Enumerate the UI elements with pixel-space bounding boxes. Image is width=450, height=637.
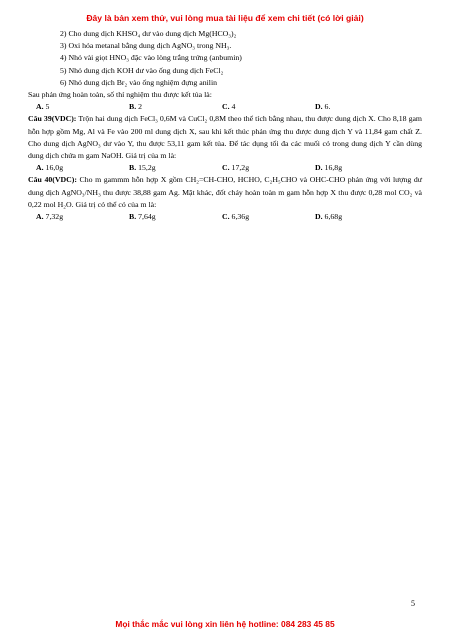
question-40-text: Cho m gammm hỗn hợp X gồm CH₂=CH-CHO, HCHO, C₂H₅CHO và OHC-CHO phản ứng với lượng dư dung dịch AgNO₃/NH₃ thu được 38,88 gam Ag. Mặt khác, đốt cháy hoàn toàn m gam hỗn hợp X thu được 0,28 mol CO₂ và 0,22 mol H₂O. Giá trị có thể có của m là:: [28, 175, 422, 209]
preview-banner: Đây là bản xem thử, vui lòng mua tài liệu để xem chi tiết (có lời giải): [86, 13, 364, 23]
question-40-answers: [28, 211, 422, 223]
question-39-text: Trộn hai dung dịch FeCl₃ 0,6M và CuCl₂ 0,8M theo thể tích bằng nhau, thu được dung dịch X. Cho 8,18 gam hỗn hợp gồm Mg, Al và Fe vào 200 ml dung dịch X, sau khi kết thúc phản ứng thu được dung dịch Y và 11,84 gam chất Z. Cho dung dịch AgNO₃ dư vào Y, thu được 53,11 gam kết tủa. Để tác dụng tối đa các muối có trong dung dịch Y cần dùng dung dịch chứa m gam NaOH. Giá trị của m là:: [28, 114, 422, 161]
answer-option: A. 7,32g: [36, 212, 64, 222]
question-38-stem: Sau phản ứng hoàn toàn, số thí nghiệm thu được kết tủa là:: [28, 90, 212, 100]
question-40: [28, 174, 422, 211]
experiment-item: 6) Nhỏ dung dịch Br₂ vào ống nghiệm đựng anilin: [60, 77, 218, 87]
experiment-item: 5) Nhỏ dung dịch KOH dư vào ống dung dịch FeCl₂: [60, 65, 224, 75]
answer-option: A. 16,0g: [36, 163, 64, 173]
answer-option: D. 6,68g: [315, 212, 343, 222]
question-39-answers: [28, 162, 422, 174]
question-39-label: Câu 39(VDC):: [28, 114, 77, 124]
answer-option: B. 7,64g: [129, 212, 156, 222]
answer-option: A. 5: [36, 102, 50, 112]
experiment-item: 2) Cho dung dịch KHSO₄ dư vào dung dịch Mg(HCO₃)₂: [60, 29, 237, 38]
question-40-label: Câu 40(VDC):: [28, 175, 77, 185]
answer-option: B. 2: [129, 102, 143, 112]
hotline-footer: Mọi thắc mắc vui lòng xin liên hệ hotline: 084 283 45 85: [115, 619, 335, 629]
answer-option: D. 6.: [315, 102, 331, 112]
answer-option: C. 4: [222, 102, 236, 112]
question-39: [28, 113, 422, 162]
experiment-item: 4) Nhỏ vài giọt HNO₃ đặc vào lòng trắng trứng (anbumin): [60, 53, 242, 63]
answer-option: B. 15,2g: [129, 163, 156, 173]
answer-option: C. 6,36g: [222, 212, 250, 222]
document-body: [28, 28, 422, 223]
answer-option: D. 16,8g: [315, 163, 343, 173]
page-number: 5: [411, 599, 415, 608]
experiment-item: 3) Oxi hóa metanal bằng dung dịch AgNO₃ trong NH₃.: [60, 41, 232, 51]
question-38-answers: [28, 101, 422, 113]
answer-option: C. 17,2g: [222, 163, 250, 173]
